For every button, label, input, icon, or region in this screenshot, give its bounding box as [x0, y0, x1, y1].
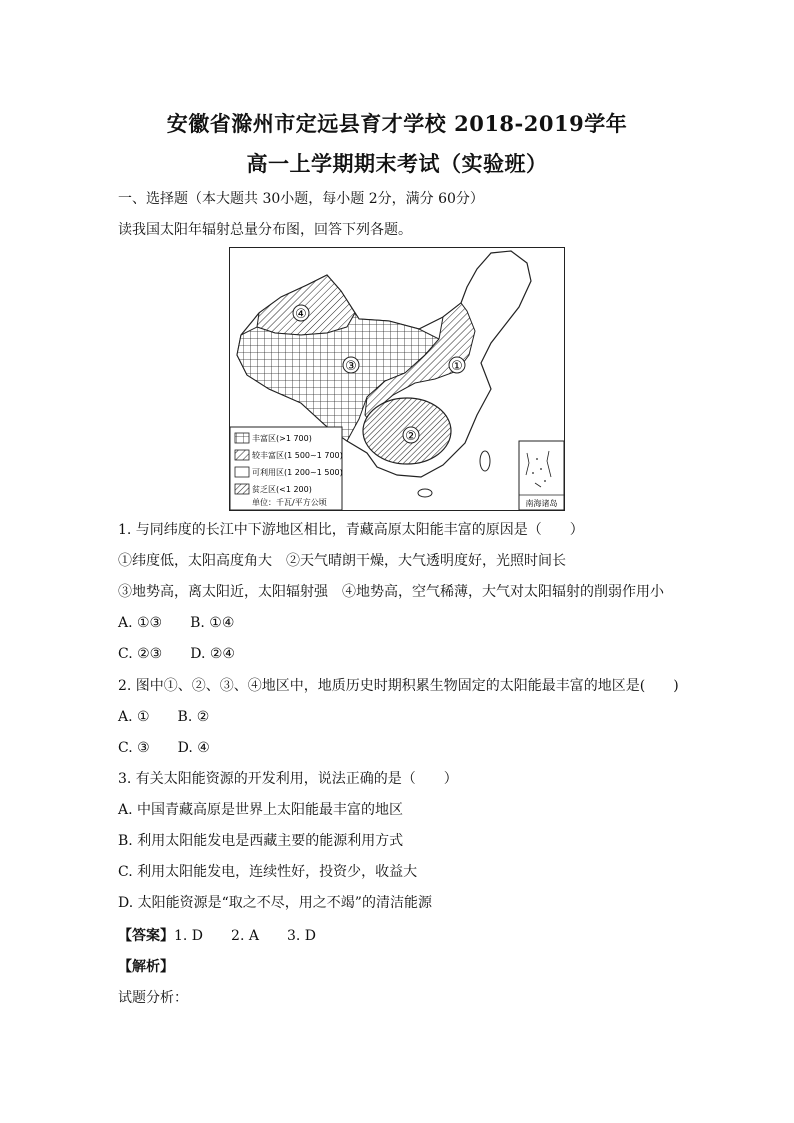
question-3-option-d: D. 太阳能资源是“取之不尽，用之不竭”的清洁能源 — [118, 895, 432, 911]
legend-unit: 单位：千瓦/平方公顷 — [252, 498, 327, 507]
question-3-option-b: B. 利用太阳能发电是西藏主要的能源利用方式 — [118, 833, 404, 849]
legend-swatch-poor — [235, 484, 249, 494]
section-intro: 读我国太阳年辐射总量分布图，回答下列各题。 — [118, 222, 412, 238]
legend-label-rich: 丰富区(>1 700) — [252, 434, 312, 443]
region-3-label — [343, 357, 359, 374]
svg-text:④: ④ — [295, 307, 307, 322]
section-heading: 一、选择题（本大题共 30小题，每小题 2分，满分 60分） — [118, 191, 484, 207]
legend-swatch-rich — [235, 433, 249, 443]
legend-label-poor: 贫乏区(<1 200) — [252, 485, 312, 494]
question-2-options-ab: A. ① B. ② — [118, 709, 210, 725]
region-1-label — [449, 357, 465, 374]
answer-text: 1. D 2. A 3. D — [174, 928, 316, 944]
doc-title-line2: 高一上学期期末考试（实验班） — [246, 151, 548, 176]
question-1-options-cd: C. ②③ D. ②④ — [118, 646, 235, 662]
south-china-sea-inset — [519, 441, 564, 510]
solar-radiation-map — [229, 247, 565, 511]
question-2-options-cd: C. ③ D. ④ — [118, 740, 210, 756]
question-2-stem: 2. 图中①、②、③、④地区中，地质历史时期积累生物固定的太阳能最丰富的地区是( ) — [118, 678, 679, 694]
answer-label: 【答案】 — [118, 928, 174, 944]
question-3-option-a: A. 中国青藏高原是世界上太阳能最丰富的地区 — [118, 802, 404, 818]
answer-line — [118, 925, 316, 945]
svg-text:②: ② — [405, 429, 417, 444]
question-1-statements-a: ①纬度低，太阳高度角大 ②天气晴朗干燥，大气透明度好，光照时间长 — [118, 553, 566, 569]
analysis-text: 试题分析： — [118, 990, 188, 1006]
svg-text:③: ③ — [345, 359, 357, 374]
analysis-label: 【解析】 — [118, 959, 174, 975]
question-1-statements-b: ③地势高，离太阳近，太阳辐射强 ④地势高，空气稀薄，大气对太阳辐射的削弱作用小 — [118, 584, 664, 600]
region-2-label — [403, 427, 419, 444]
region-4-label — [293, 305, 309, 322]
taiwan-island — [480, 451, 490, 471]
inset-label: 南海诸岛 — [525, 499, 558, 508]
map-legend — [230, 427, 343, 510]
hainan-island — [418, 489, 432, 497]
legend-label-usable: 可利用区(1 200~1 500) — [252, 468, 343, 477]
question-3-stem: 3. 有关太阳能资源的开发利用，说法正确的是（ ） — [118, 771, 458, 787]
legend-swatch-usable — [235, 467, 249, 477]
legend-swatch-fairly-rich — [235, 450, 249, 460]
question-3-option-c: C. 利用太阳能发电，连续性好，投资少，收益大 — [118, 864, 418, 880]
question-1-stem: 1. 与同纬度的长江中下游地区相比，青藏高原太阳能丰富的原因是（ ） — [118, 522, 584, 538]
legend-label-fairly-rich: 较丰富区(1 500~1 700) — [252, 451, 343, 460]
doc-title-line1: 安徽省滁州市定远县育才学校 2018-2019学年 — [166, 111, 628, 136]
question-1-options-ab: A. ①③ B. ①④ — [118, 615, 235, 631]
svg-text:①: ① — [451, 359, 463, 374]
